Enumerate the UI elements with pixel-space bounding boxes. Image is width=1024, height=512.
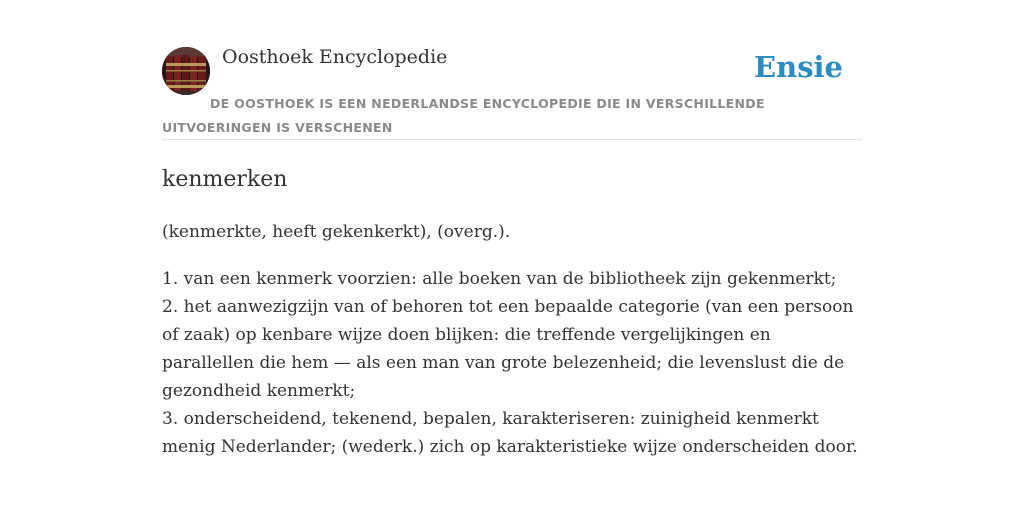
brand-logo[interactable]: Ensie [754, 50, 843, 84]
site-name[interactable]: Oosthoek Encyclopedie [222, 46, 448, 68]
definition-item: 1. van een kenmerk voorzien: alle boeken van de bibliotheek zijn gekenmerkt; [162, 269, 837, 289]
site-tagline: DE OOSTHOEK IS EEN NEDERLANDSE ENCYCLOPEDIE DIE IN VERSCHILLENDE UITVOERINGEN IS VERSCHENEN [162, 96, 765, 135]
definition-item: 3. onderscheidend, tekenend, bepalen, karakteriseren: zuinigheid kenmerkt menig Nederlander; (wederk.) zich op karakteristieke wijze onderscheiden door. [162, 409, 858, 457]
avatar[interactable] [162, 47, 210, 95]
entry-title: kenmerken [162, 167, 288, 192]
encyclopedia-books-icon [162, 47, 210, 95]
page [162, 44, 862, 461]
definition-list [162, 265, 862, 461]
entry-grammar: (kenmerkte, heeft gekenkerkt), (overg.). [162, 222, 511, 242]
definition-item: 2. het aanwezigzijn van of behoren tot een bepaalde categorie (van een persoon of zaak) op kenbare wijze doen blijken: die treffende vergelijkingen en parallellen die hem — als een man van grote belezenheid; die levenslust die de gezondheid kenmerkt; [162, 297, 854, 401]
header [162, 44, 862, 140]
